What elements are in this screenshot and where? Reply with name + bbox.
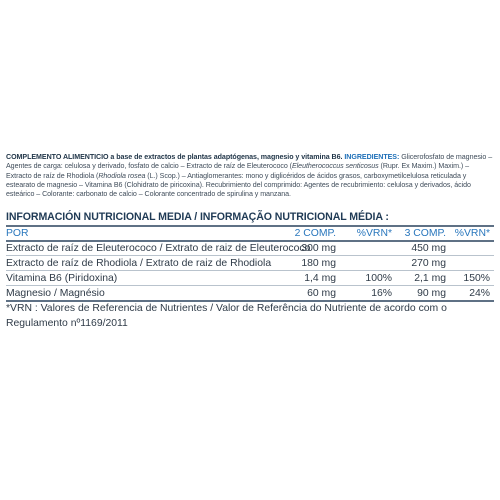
row-2-comp: 1,4 mg <box>304 273 336 284</box>
header-vrn-2: %VRN* <box>356 228 392 239</box>
row-3-comp: 450 mg <box>411 243 446 254</box>
row-2-comp: 300 mg <box>301 243 336 254</box>
row-3-comp: 90 mg <box>417 288 446 299</box>
row-vrn-2: 100% <box>365 273 392 284</box>
row-label: Vitamina B6 (Piridoxina) <box>6 273 118 284</box>
header-vrn-3: %VRN* <box>454 228 490 239</box>
row-3-comp: 270 mg <box>411 258 446 269</box>
header-3-comp: 3 COMP. <box>404 228 446 239</box>
product-type-heading: COMPLEMENTO ALIMENTICIO <box>6 153 109 161</box>
species-rhodiola: Rhodiola rosea <box>98 171 146 180</box>
ingredients-part-3: (L.) Scop.) – Antiaglomerantes: mono y diglicéridos de ácidos grasos, carboxymetilcelulosa reticulada y estearato de magnesio – Vitamina B6 (Clohidrato de piricoxina). Recubrimiento del comprimido: Agentes de recubrimiento: celulosa y derivados, ácido esteárico – Colorante: carbonato de calcio – Colorante concentrado de spirulina y manzana. <box>6 171 471 199</box>
nutrition-table-title: INFORMACIÓN NUTRICIONAL MEDIA / INFORMAÇÃO NUTRICIONAL MÉDIA : <box>6 211 389 223</box>
product-description: a base de extractos de plantas adaptógenas, magnesio y vitamina B6. <box>108 153 343 161</box>
species-eleutherococcus: Eleutherococcus senticosus <box>291 162 379 171</box>
row-vrn-3: 150% <box>463 273 490 284</box>
row-2-comp: 180 mg <box>301 258 336 269</box>
row-vrn-2: 16% <box>371 288 392 299</box>
row-3-comp: 2,1 mg <box>414 273 446 284</box>
vrn-footnote: *VRN : Valores de Referencia de Nutrientes / Valor de Referência do Nutriente de acordo com o Regulamento nº1169/2011 <box>6 303 447 329</box>
row-vrn-3: 24% <box>469 288 490 299</box>
ingredients-label: INGREDIENTES: <box>344 153 400 161</box>
row-label: Extracto de raíz de Rhodiola / Extrato de raiz de Rhodiola <box>6 258 272 269</box>
ingredients-part-1: Glicerofosfato de magnesio – Agentes de carga: celulosa y derivado, fosfato de calcio – Extracto de raíz de Eleuterococo ( <box>6 153 493 171</box>
ingredients-part-2: (Rupr. Ex Maxim.) Maxim.) – Extracto de raíz de Rhodiola ( <box>6 162 470 180</box>
ingredients-text <box>6 153 494 199</box>
header-por: POR <box>6 228 29 239</box>
header-2-comp: 2 COMP. <box>294 228 336 239</box>
row-label: Magnesio / Magnésio <box>6 288 105 299</box>
row-2-comp: 60 mg <box>307 288 336 299</box>
row-label: Extracto de raíz de Eleuterococo / Extrato de raiz de Eleuterococo <box>6 243 311 254</box>
